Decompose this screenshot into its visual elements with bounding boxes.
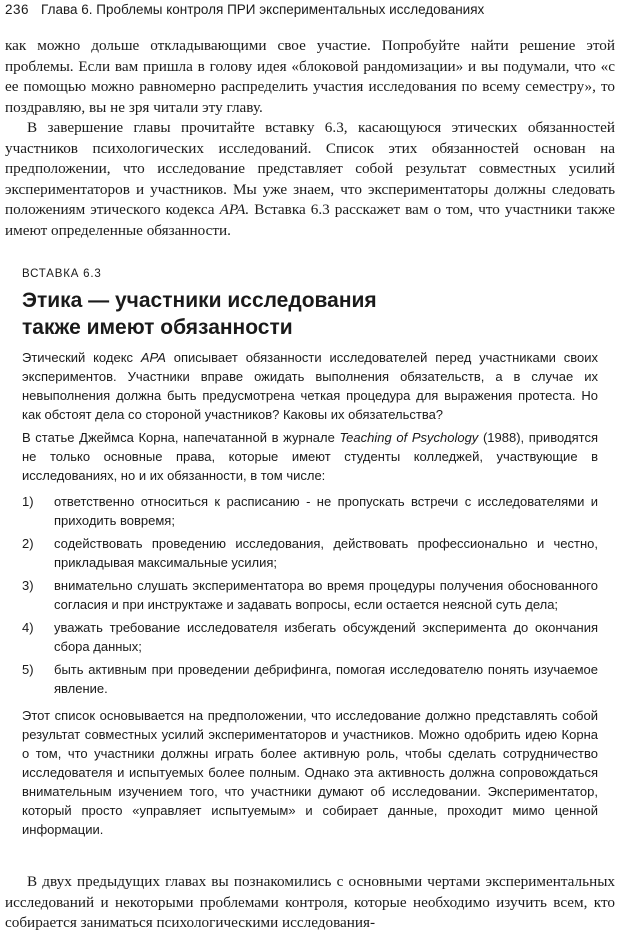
top-text (5, 36, 615, 241)
box-title-line: также имеют обязанности (22, 316, 293, 339)
box-intro (22, 348, 598, 424)
box-title-line: Этика — участники исследования (22, 289, 377, 312)
list-number: 3) (22, 578, 34, 593)
paragraph-insert-reference (5, 118, 615, 241)
paragraph-text: Вставка 6.3 расскажет вам о том, что участники также имеют определенные обязанности. (5, 201, 615, 239)
list-text: уважать требование исследователя избегать обсуждений эксперимента до окончания сбора данных; (54, 620, 598, 654)
apa-abbrev: APA. (219, 201, 250, 218)
list-text: быть активным при проведении дебрифинга, помогая исследователю понять изучаемое явление. (54, 662, 598, 696)
box-title (22, 287, 602, 341)
list-text: внимательно слушать экспериментатора во время процедуры получения обоснованного согласия и при инструктаже и задавать вопросы, если остается неясной суть дела; (54, 578, 598, 612)
article-text: (1988), приводятся не только основные права, которые имеют студенты колледжей, участвующие в исследованиях, но и их обязанности, в том числе: (22, 430, 598, 483)
list-text: ответственно относиться к расписанию - не пропускать встречи с исследователями и приходить вовремя; (54, 494, 598, 528)
conclusion-text: Этот список основывается на предположении, что исследование должно представлять собой результат совместных усилий экспериментаторов и участников. Можно одобрить идею Корна о том, что участники должны играть более активную роль, чтобы сделать сотрудничество исследователя и испытуемых более полным. Однако эта активность должна сопровождаться внимательным изучением того, что участники думают об исследовании. Экспериментатор, который просто «управляет испытуемым» и собирает данные, проходит мимо ценной информации. (22, 708, 598, 837)
journal-title: Teaching of Psychology (339, 430, 479, 445)
list-text: содействовать проведению исследования, действовать профессионально и честно, прикладывая максимальные усилия; (54, 536, 598, 570)
list-item (22, 492, 598, 530)
list-number: 5) (22, 662, 34, 677)
intro-text: описывает обязанности исследователей перед участниками своих экспериментов. Участники вправе ожидать выполнения обязательств, а в случае их невыполнения должна быть предусмотрена четкая процедура для выражения протеста. Но как обстоят дела со стороной участников? Каковы их обязательства? (22, 350, 598, 422)
list-number: 4) (22, 620, 34, 635)
chapter-title: Глава 6. Проблемы контроля ПРИ экспериментальных исследованиях (41, 2, 485, 17)
list-number: 2) (22, 536, 34, 551)
list-number: 1) (22, 494, 34, 509)
intro-text: Этический кодекс (22, 350, 141, 365)
page-number: 236 (5, 2, 30, 17)
list-item (22, 576, 598, 614)
duties-list (22, 492, 598, 702)
paragraph-next-section: В двух предыдущих главах вы познакомились с основными чертами экспериментальных исследований и некоторыми проблемами контроля, которые необходимо изучить всем, кто собирается заниматься психологическими исследования- (5, 873, 615, 931)
box-label: ВСТАВКА 6.3 (22, 268, 102, 280)
paragraph-text: В завершение главы прочитайте вставку 6.3, касающуюся этических обязанностей участников психологических исследований. Список этих обязанностей основан на предположении, что исследование представляет собой результат совместных усилий экспериментаторов и участников. Мы уже знаем, что экспериментаторы должны следовать положениям этического кодекса (5, 119, 615, 218)
paragraph-continued: как можно дольше откладывающими свое участие. Попробуйте найти решение этой проблемы. Если вам пришла в голову идея «блоковой рандомизации» и вы подумали, что «с ее помощью можно равномерно распределить участия исследования по всему семестру», то поздравляю, вы не зря читали эту главу. (5, 37, 615, 116)
list-item (22, 660, 598, 698)
running-head (5, 0, 615, 20)
bottom-text (5, 872, 615, 934)
list-item (22, 534, 598, 572)
list-item (22, 618, 598, 656)
article-text: В статье Джеймса Корна, напечатанной в журнале (22, 430, 340, 445)
box-article (22, 428, 598, 485)
apa-abbrev: APA (140, 350, 166, 365)
box-conclusion (22, 706, 598, 839)
